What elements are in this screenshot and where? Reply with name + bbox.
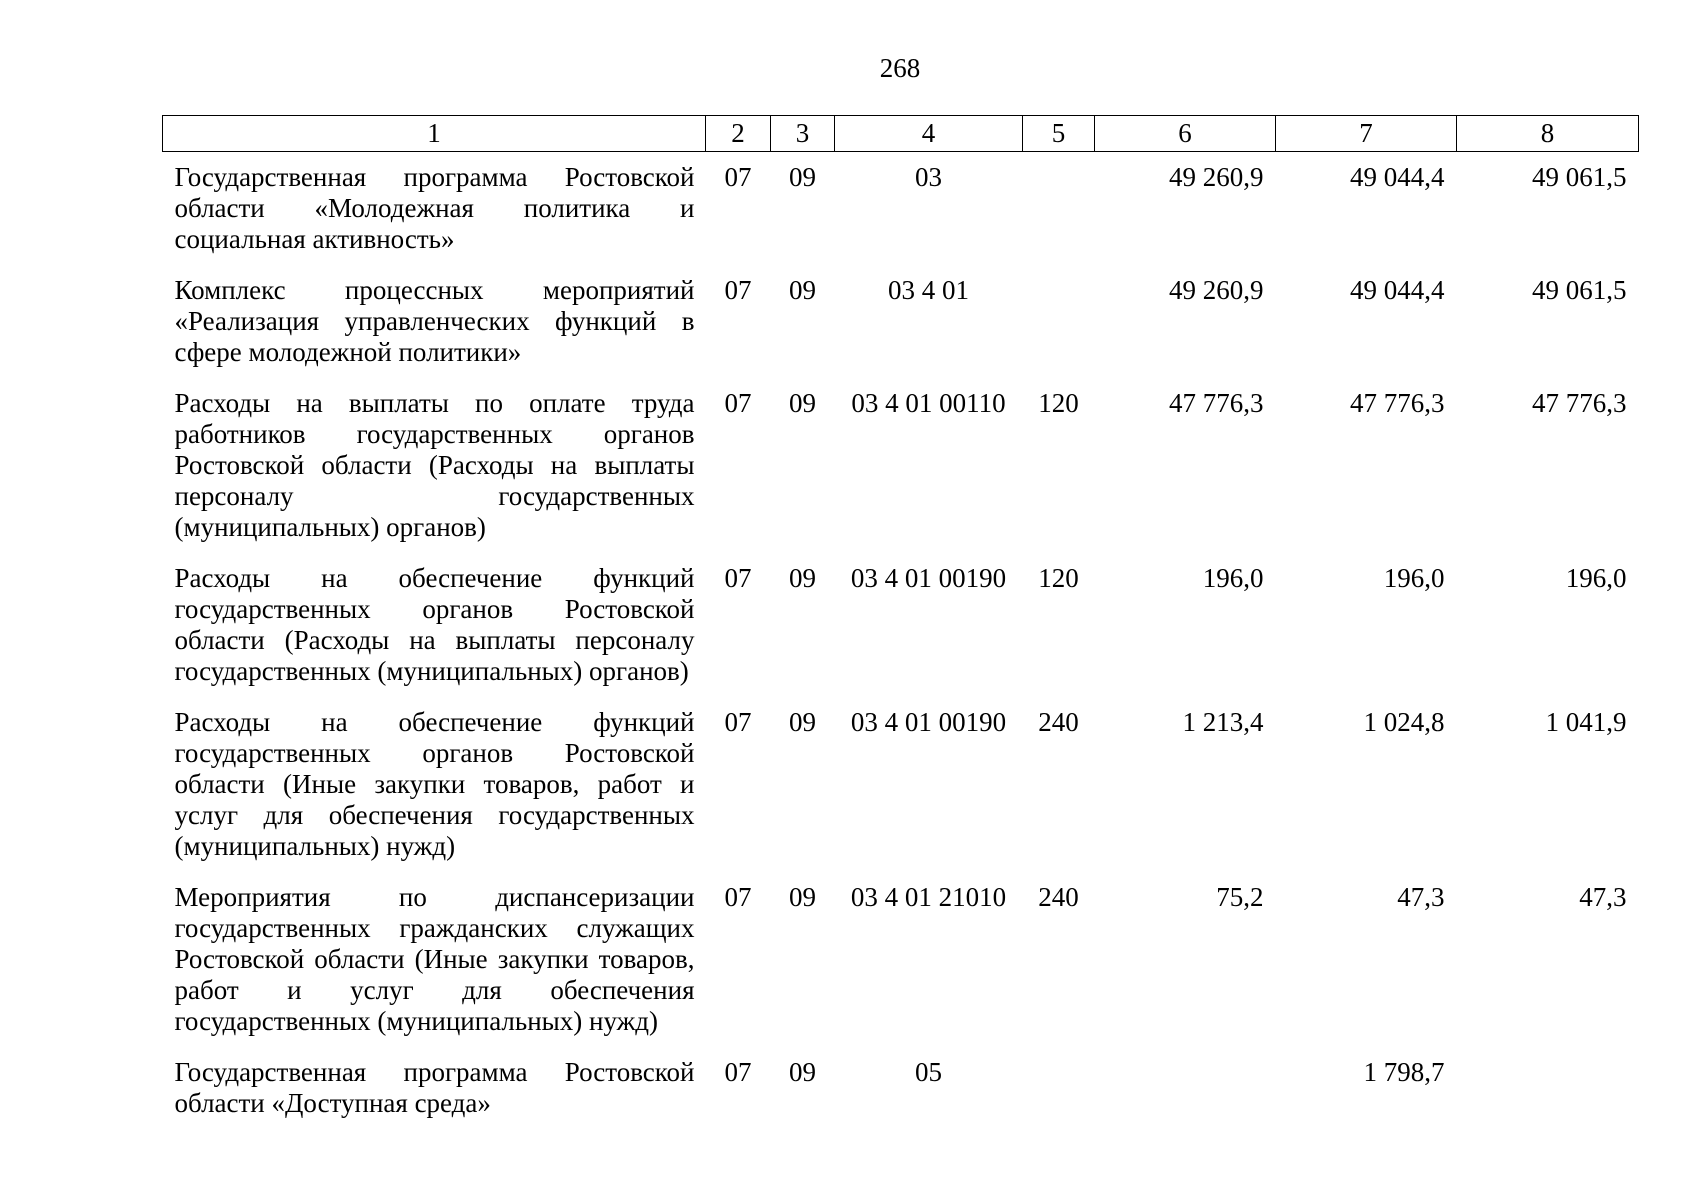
expense-type-code	[1023, 1047, 1095, 1129]
table-header-row	[163, 116, 1639, 152]
amount-col-6: 1 213,4	[1182, 707, 1264, 737]
header-col-6: 6	[1095, 116, 1276, 152]
table-row	[163, 553, 1639, 697]
target-article-code: 03	[915, 162, 942, 192]
expense-name: Государственная программа Ростовской области «Молодежная политика и социальная активность»	[174, 162, 695, 254]
amount-col-6: 75,2	[1216, 882, 1264, 912]
header-col-7: 7	[1276, 116, 1457, 152]
target-article-code: 05	[915, 1057, 942, 1087]
section-code: 07	[724, 388, 752, 418]
amount-col-6: 47 776,3	[1169, 388, 1264, 418]
table-row	[163, 152, 1639, 266]
amount-col-8: 47,3	[1579, 882, 1627, 912]
header-col-4: 4	[835, 116, 1023, 152]
amount-col-8: 49 061,5	[1532, 275, 1627, 305]
subsection-code: 09	[789, 275, 816, 305]
expense-name: Расходы на обеспечение функций государственных органов Ростовской области (Расходы на выплаты персоналу государственных (муниципальных) органов)	[174, 563, 695, 686]
header-col-1: 1	[163, 116, 706, 152]
section-code: 07	[724, 563, 752, 593]
amount-col-7: 196,0	[1383, 563, 1445, 593]
subsection-code: 09	[789, 1057, 816, 1087]
amount-col-6	[1095, 1047, 1276, 1129]
table-row	[163, 872, 1639, 1047]
expense-name: Мероприятия по диспансеризации государственных гражданских служащих Ростовской области (Иные закупки товаров, работ и услуг для обеспечения государственных (муниципальных) нужд)	[174, 882, 695, 1036]
expense-name: Расходы на обеспечение функций государственных органов Ростовской области (Иные закупки товаров, работ и услуг для обеспечения государственных (муниципальных) нужд)	[174, 707, 695, 861]
section-code: 07	[724, 275, 752, 305]
expense-type-code: 120	[1038, 563, 1079, 593]
subsection-code: 09	[789, 388, 816, 418]
target-article-code: 03 4 01 00190	[850, 707, 1007, 737]
expense-type-code: 240	[1038, 882, 1079, 912]
amount-col-6: 49 260,9	[1169, 162, 1264, 192]
budget-table	[162, 115, 1639, 1129]
target-article-code: 03 4 01 21010	[850, 882, 1007, 912]
table-row	[163, 1047, 1639, 1129]
amount-col-7: 1 024,8	[1363, 707, 1445, 737]
table-row	[163, 697, 1639, 872]
section-code: 07	[724, 1057, 752, 1087]
subsection-code: 09	[789, 162, 816, 192]
expense-type-code	[1023, 152, 1095, 266]
amount-col-6: 196,0	[1202, 563, 1264, 593]
amount-col-7: 1 798,7	[1363, 1057, 1445, 1087]
amount-col-7: 49 044,4	[1350, 162, 1445, 192]
amount-col-8: 1 041,9	[1545, 707, 1627, 737]
section-code: 07	[724, 707, 752, 737]
expense-type-code: 120	[1038, 388, 1079, 418]
amount-col-7: 47,3	[1397, 882, 1445, 912]
expense-name: Государственная программа Ростовской области «Доступная среда»	[174, 1057, 695, 1118]
amount-col-8: 49 061,5	[1532, 162, 1627, 192]
expense-type-code: 240	[1038, 707, 1079, 737]
amount-col-7: 47 776,3	[1350, 388, 1445, 418]
expense-name: Комплекс процессных мероприятий «Реализация управленческих функций в сфере молодежной политики»	[174, 275, 695, 367]
header-col-3: 3	[771, 116, 835, 152]
amount-col-8	[1457, 1047, 1639, 1129]
target-article-code: 03 4 01 00110	[851, 388, 1006, 418]
table-row	[163, 265, 1639, 378]
expense-name: Расходы на выплаты по оплате труда работников государственных органов Ростовской области (Расходы на выплаты персоналу государственных (муниципальных) органов)	[174, 388, 695, 542]
expense-type-code	[1023, 265, 1095, 378]
target-article-code: 03 4 01	[888, 275, 969, 305]
page-number: 268	[879, 53, 921, 83]
subsection-code: 09	[789, 882, 816, 912]
subsection-code: 09	[789, 563, 816, 593]
header-col-5: 5	[1023, 116, 1095, 152]
section-code: 07	[724, 162, 752, 192]
amount-col-8: 47 776,3	[1532, 388, 1627, 418]
target-article-code: 03 4 01 00190	[850, 563, 1007, 593]
amount-col-8: 196,0	[1565, 563, 1627, 593]
amount-col-6: 49 260,9	[1169, 275, 1264, 305]
section-code: 07	[724, 882, 752, 912]
header-col-8: 8	[1457, 116, 1639, 152]
table-row	[163, 378, 1639, 553]
subsection-code: 09	[789, 707, 816, 737]
amount-col-7: 49 044,4	[1350, 275, 1445, 305]
header-col-2: 2	[706, 116, 771, 152]
